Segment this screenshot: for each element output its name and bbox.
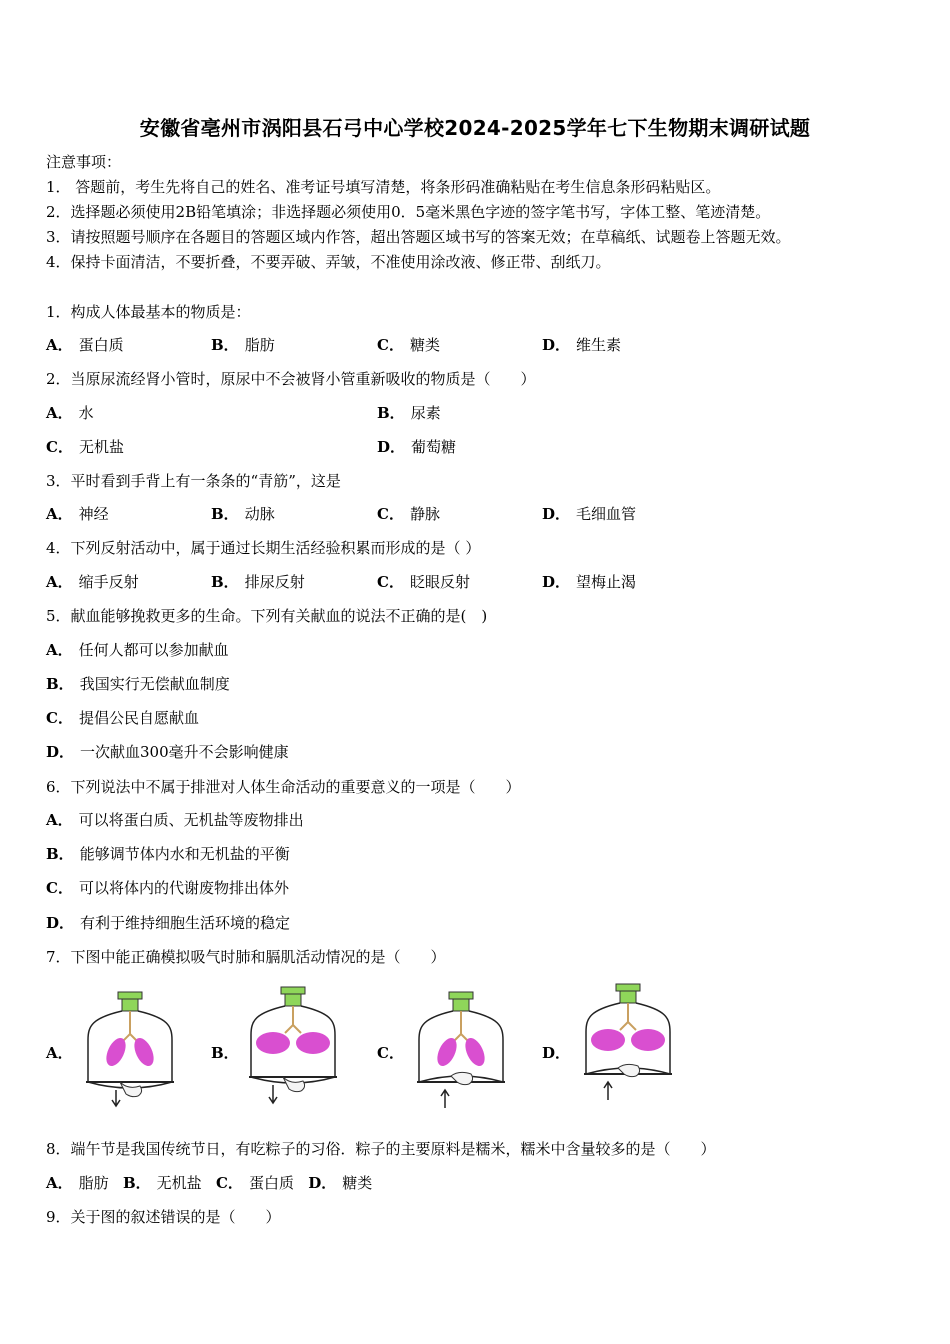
figure-label-a: A． — [46, 1044, 73, 1062]
option-d: D． 望梅止渴 — [542, 573, 637, 591]
notice-item: 3．请按照题号顺序在各题目的答题区域内作答，超出答题区域书写的答案无效；在草稿纸、试题卷上答题无效。 — [46, 228, 791, 246]
option-c: C． 无机盐 — [46, 438, 124, 456]
option-a: A． 蛋白质 — [46, 336, 124, 354]
option-a: A． 任何人都可以参加献血 — [46, 641, 229, 659]
question-stem: 2．当原尿流经肾小管时，原尿中不会被肾小管重新吸收的物质是（ ） — [46, 370, 536, 388]
option-d: D． 维生素 — [542, 336, 622, 354]
option-row: A． 脂肪 B． 无机盐 C． 蛋白质 D． 糖类 — [46, 1174, 373, 1192]
figure-label-c: C． — [377, 1044, 404, 1062]
option-b: B． 脂肪 — [211, 336, 275, 354]
notice-heading: 注意事项： — [46, 153, 122, 171]
option-d: D． 毛细血管 — [542, 505, 637, 523]
question-stem: 9．关于图的叙述错误的是（ ） — [46, 1208, 281, 1226]
option-a: A． 水 — [46, 404, 94, 422]
bell-jar-figure-b — [245, 985, 341, 1110]
option-c: C． 糖类 — [377, 336, 440, 354]
bell-jar-figure-c — [413, 990, 509, 1110]
notice-item: 4．保持卡面清洁，不要折叠，不要弄破、弄皱，不准使用涂改液、修正带、刮纸刀。 — [46, 253, 611, 271]
question-stem: 3．平时看到手背上有一条条的“青筋”，这是 — [46, 472, 341, 490]
bell-jar-figure-d — [580, 982, 676, 1107]
option-d: D． 葡萄糖 — [377, 438, 457, 456]
notice-item: 1． 答题前，考生先将自己的姓名、准考证号填写清楚，将条形码准确粘贴在考生信息条形码粘贴区。 — [46, 178, 721, 196]
option-c: C． 提倡公民自愿献血 — [46, 709, 199, 727]
question-stem: 5．献血能够挽救更多的生命。下列有关献血的说法不正确的是( ) — [46, 607, 488, 625]
question-stem: 7．下图中能正确模拟吸气时肺和膈肌活动情况的是（ ） — [46, 948, 446, 966]
option-c: C． 可以将体内的代谢废物排出体外 — [46, 879, 289, 897]
question-stem: 1．构成人体最基本的物质是： — [46, 303, 251, 321]
question-stem: 8．端午节是我国传统节日，有吃粽子的习俗．粽子的主要原料是糯米，糯米中含量较多的是（ ） — [46, 1140, 716, 1158]
option-b: B． 动脉 — [211, 505, 275, 523]
question-stem: 4．下列反射活动中，属于通过长期生活经验积累而形成的是（ ） — [46, 539, 481, 557]
option-b: B． 我国实行无偿献血制度 — [46, 675, 230, 693]
option-c: C． 静脉 — [377, 505, 440, 523]
option-a: A． 缩手反射 — [46, 573, 139, 591]
option-d: D． 一次献血300毫升不会影响健康 — [46, 743, 289, 761]
exam-title: 安徽省亳州市涡阳县石弓中心学校2024-2025学年七下生物期末调研试题 — [139, 116, 811, 140]
notice-item: 2．选择题必须使用2B铅笔填涂；非选择题必须使用0．5毫米黑色字迹的签字笔书写，字体工整、笔迹清楚。 — [46, 203, 771, 221]
option-b: B． 尿素 — [377, 404, 441, 422]
bell-jar-figure-a — [82, 990, 178, 1110]
figure-label-b: B． — [211, 1044, 239, 1062]
question-stem: 6．下列说法中不属于排泄对人体生命活动的重要意义的一项是（ ） — [46, 778, 521, 796]
option-c: C． 眨眼反射 — [377, 573, 470, 591]
option-a: A． 神经 — [46, 505, 109, 523]
option-b: B． 能够调节体内水和无机盐的平衡 — [46, 845, 290, 863]
option-d: D． 有利于维持细胞生活环境的稳定 — [46, 914, 291, 932]
option-b: B． 排尿反射 — [211, 573, 305, 591]
figure-label-d: D． — [542, 1044, 571, 1062]
option-a: A． 可以将蛋白质、无机盐等废物排出 — [46, 811, 304, 829]
